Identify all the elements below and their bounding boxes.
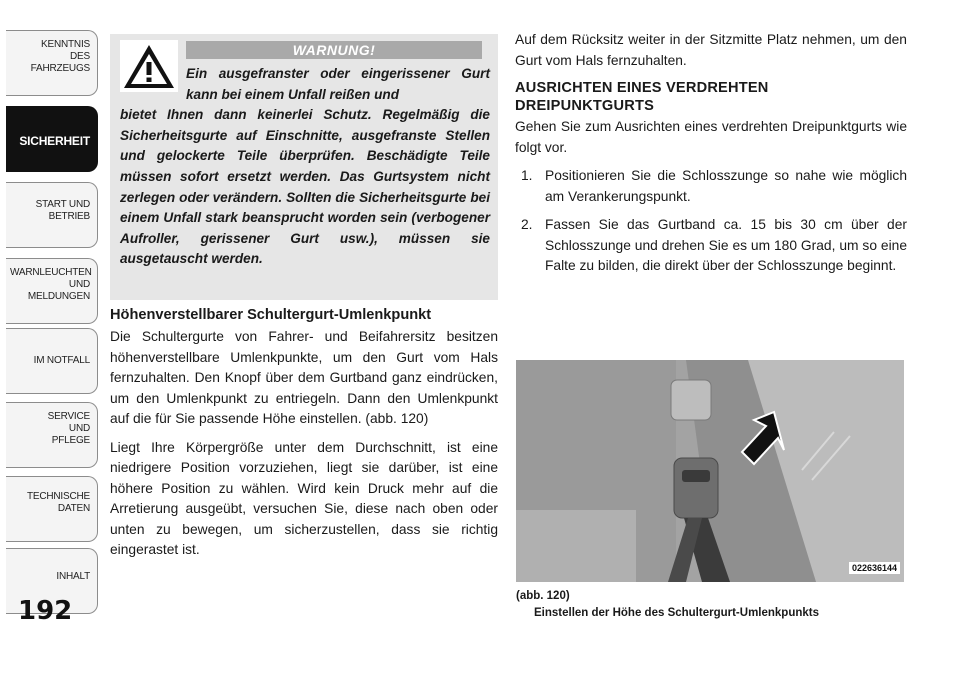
tab-label-line: UND (68, 423, 90, 434)
steps-list (515, 166, 907, 277)
tab-label-line: UND (68, 279, 90, 290)
tab-label-line: BETRIEB (48, 211, 90, 222)
tab-label-line: WARNLEUCHTEN (10, 267, 92, 278)
step-number: 2. (521, 217, 533, 232)
tab-warnleuchten-und-meldungen[interactable] (6, 258, 98, 324)
tab-label-line: SICHERHEIT (19, 134, 90, 148)
paragraph: Auf dem Rücksitz weiter in der Sitzmitte Platz nehmen, um den Gurt vom Hals fernzuhalten. (515, 32, 907, 68)
right-column (515, 30, 907, 285)
warning-text-first: Ein ausgefranster oder eingerissener Gurt kann bei einem Unfall reißen und (186, 66, 490, 102)
section-heading-umlenkpunkt: Höhenverstellbarer Schultergurt-Umlenkpunkt (110, 307, 432, 323)
figure-code: 022636144 (849, 562, 900, 574)
tab-label-line: TECHNISCHE (26, 491, 90, 502)
step-text: Fassen Sie das Gurtband ca. 15 bis 30 cm über der Schlosszunge und drehen Sie es um 180 Grad, um so eine Falte zu bilden, die direkt über der Schlosszunge beginnt. (545, 217, 907, 273)
step-text: Positionieren Sie die Schlosszunge so nahe wie möglich am Verankerungspunkt. (545, 168, 907, 204)
warning-text-rest: bietet Ihnen dann keinerlei Schutz. Regelmäßig die Sicherheitsgurte auf Einschnitte, ausgefranste Stellen und gelockerte Teile überprüfen. Beschädigte Teile müssen sofort ersetzt werden. Das Gurtsystem nicht zerlegen oder verändern. Sollten die Sicherheitsgurte bei einem Unfall stark beansprucht worden sein (verbogener Aufroller, gerissener Gurt usw.), müssen sie ausgetauscht werden. (120, 107, 490, 267)
tab-label-line: START UND (35, 199, 90, 210)
tab-start-und-betrieb[interactable] (6, 182, 98, 248)
tab-label-line: IM NOTFALL (33, 355, 90, 366)
paragraph: Die Schultergurte von Fahrer- und Beifahrersitz besitzen höhenverstellbare Umlenkpunkte, um den Gurt vom Hals fernzuhalten. Den Knopf über dem Gurtband ganz eindrücken, um den Umlenkpunkt zu entriegeln. Dann den Umlenkpunkt auf die für Sie passende Höhe einstellen. (abb. 120) (110, 329, 498, 426)
tab-label-line: FAHRZEUGS (30, 63, 90, 74)
tab-label-line: SERVICE (47, 411, 90, 422)
seatbelt-photo-illustration (516, 360, 904, 582)
figure-title: Einstellen der Höhe des Schultergurt-Umlenkpunkts (534, 607, 819, 619)
paragraph: Liegt Ihre Körpergröße unter dem Durchschnitt, ist eine niedrigere Position vorzuziehen, liegt sie darüber, ist eine höhere Position zu wählen. Wird kein Druck mehr auf die Arretierung ausgeübt, versuchen Sie, diese nach oben oder unten zu bewegen, um sicherzustellen, dass sie richtig eingerastet ist. (110, 439, 498, 557)
list-item (515, 215, 907, 277)
tab-sicherheit[interactable] (6, 106, 98, 172)
figure-ref: (abb. 120) (516, 590, 570, 602)
tab-kenntnis-des-fahrzeugs[interactable] (6, 30, 98, 96)
paragraph: Gehen Sie zum Ausrichten eines verdrehten Dreipunktgurts wie folgt vor. (515, 119, 907, 155)
tab-label-line: DES (70, 51, 90, 62)
warning-title: WARNUNG! (186, 41, 482, 59)
tab-label-line: MELDUNGEN (27, 291, 90, 302)
warning-text (120, 64, 490, 270)
tab-service-und-pflege[interactable] (6, 402, 98, 468)
page-number: 192 (18, 596, 73, 626)
tab-label-line: KENNTNIS (41, 39, 90, 50)
tab-label-line: PFLEGE (51, 435, 90, 446)
tab-im-notfall[interactable] (6, 328, 98, 394)
figure-caption (516, 588, 908, 622)
tab-label-line: DATEN (57, 503, 90, 514)
figure-seatbelt-anchor (516, 360, 904, 582)
tab-technische-daten[interactable] (6, 476, 98, 542)
list-item (515, 166, 907, 207)
step-number: 1. (521, 168, 533, 183)
left-column (110, 306, 498, 569)
section-heading-ausrichten: AUSRICHTEN EINES VERDREHTEN DREIPUNKTGURTS (515, 80, 769, 114)
tab-label-line: INHALT (56, 571, 90, 582)
warning-box (110, 34, 498, 300)
